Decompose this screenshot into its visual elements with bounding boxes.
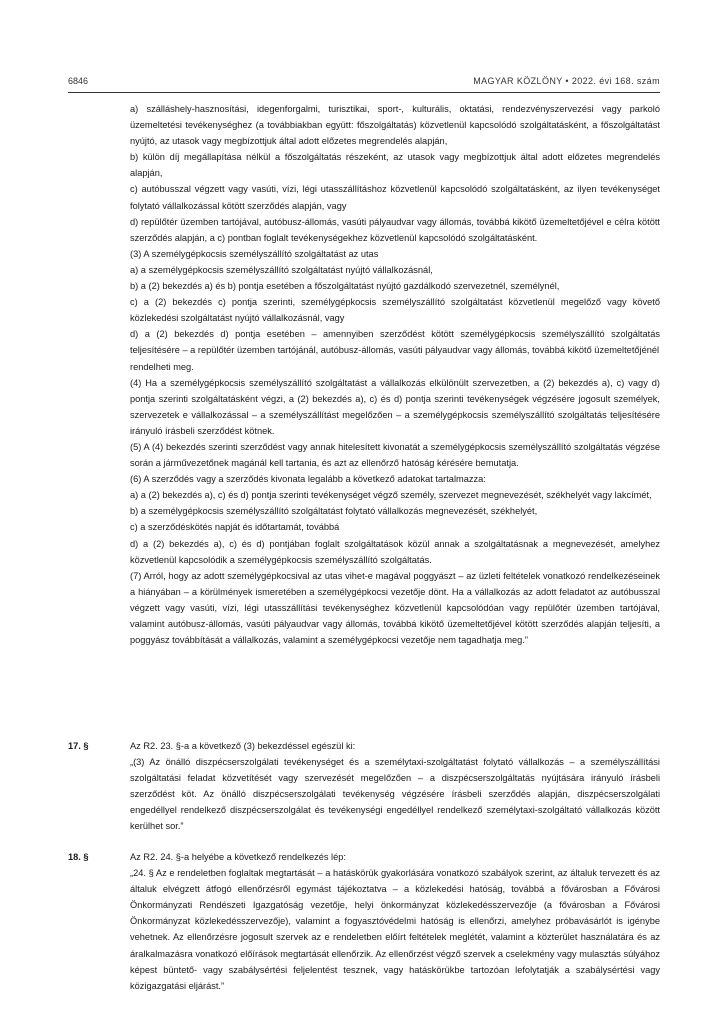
paragraph: (7) Arról, hogy az adott személygépkocsival az utas vihet-e magával poggyászt – az üzleti feltételek vonatkozó rendelkezéseinek a hiányában – a körülmények ismeretében a személygépkocsi vezetője dönt. Ha a vállalkozás az adott feladatot az autóbusszal végzett vagy vasúti, vízi, légi utasszállítási tevékenységhez közvetlenül kapcsolódóan vagy repülőtér üzemben tartójával, valamint autóbusz-állomás, vasúti pályaudvar vagy állomás, továbbá kikötő üzemeltetőjével kötött szerződés alapján teljesíti, a poggyász továbbítását a vállalkozás, valamint a személygépkocsi vezetője nem tagadhatja meg.” bbox=[130, 570, 660, 646]
section-17 bbox=[68, 738, 660, 835]
journal-title: MAGYAR KÖZLÖNY • 2022. évi 168. szám bbox=[473, 76, 660, 86]
header-rule bbox=[68, 92, 660, 93]
paragraph: (4) Ha a személygépkocsis személyszállító szolgáltatást a vállalkozás elkülönült szervezetben, a (2) bekezdés a), c) vagy d) pontja szerinti szolgáltatásként végzi, a (2) bekezdés a), c) és d) pontja szerinti tevékenységek végzésére jogosult személyek, szervezetek e vállalkozással – a személyszállítást megelőzően – a személygépkocsis személyszállító szolgáltatás teljesítésére irányuló írásbeli szerződést kötnek. bbox=[130, 377, 660, 436]
paragraph: d) repülőtér üzemben tartójával, autóbusz-állomás, vasúti pályaudvar vagy állomás, továbbá kikötő üzemeltetőjével e célra kötött szerződés alapján, a c) pontban foglalt tevékenységekhez közvetlenül kapcsolódó szolgáltatásként. bbox=[130, 216, 660, 243]
page-number: 6846 bbox=[68, 76, 89, 86]
section-number: 18. § bbox=[68, 852, 89, 862]
paragraph: rendelheti meg. bbox=[130, 361, 194, 372]
paragraph: a) a (2) bekezdés a), c) és d) pontja szerinti tevékenységet végző személy, szervezet megnevezését, székhelyét vagy lakcímét, bbox=[130, 490, 652, 501]
section-number: 17. § bbox=[68, 741, 89, 751]
paragraph: (5) A (4) bekezdés szerinti szerződést vagy annak hitelesített kivonatát a személygépkocsis személyszállító szolgáltatás végzése során a járművezetőnek magánál kell tartania, és azt az ellenőrző hatóság kérésére bemutatja. bbox=[130, 441, 660, 469]
section-intro: Az R2. 24. §-a helyébe a következő rendelkezés lép: bbox=[130, 852, 346, 862]
section-intro: Az R2. 23. §-a a következő (3) bekezdéssel egészül ki: bbox=[130, 741, 356, 751]
section-text: „24. § Az e rendeletben foglaltak megtartását – a hatáskörük gyakorlására vonatkozó szabályok szerint, az általuk tervezett és az általuk elvégzett átfogó ellenőrzésről egymást tájékoztatva – a közlekedési hatóság, továbbá a fővárosban a Fővárosi Önkormányzati Rendészeti Igazgatóság vezetője, helyi önkormányzat közlekedésszervezője (a fővárosban a Fővárosi Önkormányzat közlekedésszervezője), valamint a fogyasztóvédelmi hatóság is ellenőrzi, amelyhez próbavásárlót is igénybe vehetnek. Az ellenőrzésre jogosult szervek az e rendeletben előírt feltételek meglétét, valamint a közterület használatára és az áralkalmazásra vonatkozó előírások megtartását ellenőrzik. Az ellenőrzést végző szervek a cselekmény vagy mulasztás súlyához képest büntető- vagy szabálysértési feljelentést tesznek, vagy hatáskörükbe tartozóan lefolytatják a szabálysértési vagy közigazgatási eljárást.” bbox=[130, 868, 660, 991]
section-body bbox=[130, 849, 660, 994]
paragraph: (6) A szerződés vagy a szerződés kivonata legalább a következő adatokat tartalmazza: bbox=[130, 474, 486, 485]
paragraph: b) a (2) bekezdés a) és b) pontja esetében a főszolgáltatást nyújtó gazdálkodó szervezetnél, személynél, bbox=[130, 281, 560, 292]
paragraph: c) autóbusszal végzett vagy vasúti, vízi, légi utasszállításhoz közvetlenül kapcsolódó szolgáltatásként, az ilyen tevékenységet folytató vállalkozással kötött szerződés alapján, vagy bbox=[130, 184, 660, 211]
paragraph: a) a személygépkocsis személyszállító szolgáltatást nyújtó vállalkozásnál, bbox=[130, 264, 433, 275]
paragraph: d) a (2) bekezdés d) pontja esetében – amennyiben szerződést kötött személygépkocsis személyszállító szolgáltatás teljesítésére – a repülőtér üzemben tartójánál, autóbusz-állomás, vasúti pályaudvar vagy állomás, továbbá kikötő üzemeltetőjénél bbox=[130, 329, 660, 356]
page-header bbox=[68, 76, 660, 90]
paragraph: b) külön díj megállapítása nélkül a főszolgáltatás részeként, az utasok vagy megbízottjuk által adott előzetes megrendelés alapján, bbox=[130, 152, 660, 179]
section-body bbox=[130, 738, 660, 835]
paragraph: (3) A személygépkocsis személyszállító szolgáltatást az utas bbox=[130, 248, 379, 259]
paragraph: c) a (2) bekezdés c) pontja szerinti, személygépkocsis személyszállító szolgáltatást közvetlenül megelőző vagy követő közlekedési szolgáltatást nyújtó vállalkozásnál, vagy bbox=[130, 297, 660, 324]
body-text bbox=[130, 101, 660, 648]
paragraph: a) szálláshely-hasznosítási, idegenforgalmi, turisztikai, sport-, kulturális, oktatási, rendezvényszervezési vagy parkoló üzemeltetési tevékenységhez (a továbbiakban együtt: főszolgáltatás) közvetlenül kapcsolódó szolgáltatásként, a főszolgáltatást nyújtó, az utasok vagy megbízottjuk által adott előzetes megrendelés alapján, bbox=[130, 104, 660, 147]
section-text: „(3) Az önálló diszpécserszolgálati tevékenységet és a személytaxi-szolgáltatást folytató vállalkozás – a személyszállítási szolgáltatási feladat közvetítését vagy szervezését megelőzően – a diszpécserszolgáltatás nyújtására irányuló írásbeli szerződést köt. Az önálló diszpécserszolgálati tevékenység végzésére írásbeli szerződés alapján, diszpécserszolgálati engedéllyel rendelkező diszpécserszolgálat és tevékenységi engedéllyel rendelkező személytaxi-szolgáltató vállalkozás között kerülhet sor.” bbox=[130, 757, 660, 832]
paragraph: c) a szerződéskötés napját és időtartamát, továbbá bbox=[130, 522, 340, 533]
section-18 bbox=[68, 849, 660, 994]
paragraph: b) a személygépkocsis személyszállító szolgáltatást folytató vállalkozás megnevezését, székhelyét, bbox=[130, 506, 538, 517]
paragraph: d) a (2) bekezdés a), c) és d) pontjában foglalt szolgáltatások közül annak a szolgáltatásnak a megnevezését, amelyhez közvetlenül kapcsolódik a személygépkocsis személyszállító szolgáltatás. bbox=[130, 538, 660, 565]
